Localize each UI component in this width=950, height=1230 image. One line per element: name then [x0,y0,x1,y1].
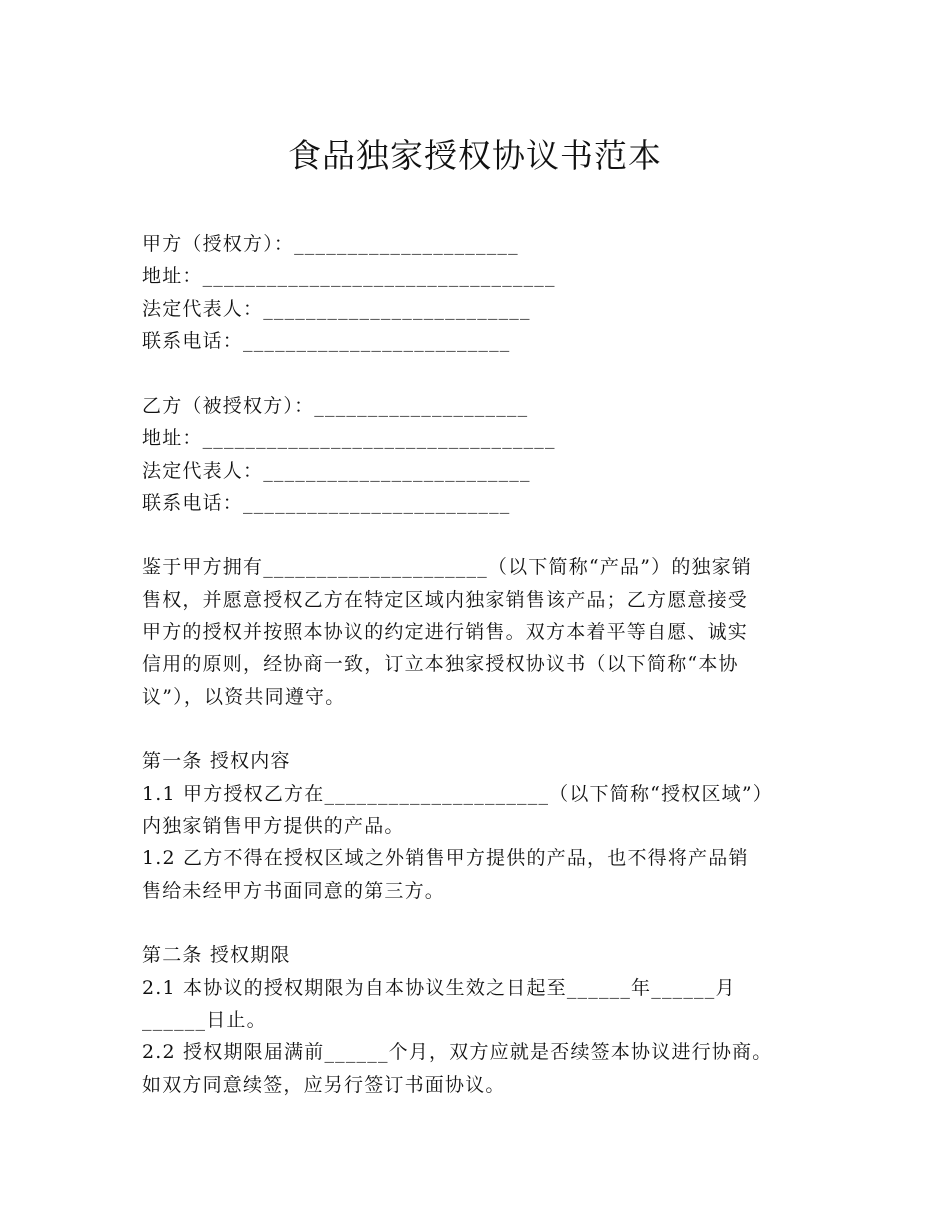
article-2-heading: 第二条 授权期限 [142,944,291,966]
article-1-heading: 第一条 授权内容 [142,750,291,772]
article-2-line: 2.1 本协议的授权期限为自本协议生效之日起至______年______月 [142,977,736,999]
party-b-phone: 联系电话：_________________________ [142,492,511,514]
document-title: 食品独家授权协议书范本 [288,136,662,175]
preamble-line: 售权，并愿意授权乙方在特定区域内独家销售该产品；乙方愿意接受 [142,589,749,611]
article-2-line: 2.2 授权期限届满前______个月，双方应就是否续签本协议进行协商。 [142,1041,773,1063]
preamble-line: 鉴于甲方拥有_____________________（以下简称“产品”）的独家销 [142,556,753,578]
party-b-address: 地址：_________________________________ [142,427,556,449]
preamble-line: 议”），以资共同遵守。 [142,686,346,708]
party-b-label: 乙方（被授权方）：____________________ [142,395,529,417]
article-1-line: 内独家销售甲方提供的产品。 [142,815,405,837]
article-1-line: 1.1 甲方授权乙方在_____________________（以下简称“授权区域”） [142,783,773,805]
party-a-phone: 联系电话：_________________________ [142,330,511,352]
article-2-line: 如双方同意续签，应另行签订书面协议。 [142,1074,506,1096]
party-a-label: 甲方（授权方）：_____________________ [142,233,519,255]
article-2-line: ______日止。 [142,1009,267,1031]
article-1-line: 售给未经甲方书面同意的第三方。 [142,880,446,902]
party-a-legal-rep: 法定代表人：_________________________ [142,298,531,320]
party-b-legal-rep: 法定代表人：_________________________ [142,460,531,482]
article-1-line: 1.2 乙方不得在授权区域之外销售甲方提供的产品，也不得将产品销 [142,847,749,869]
party-a-address: 地址：_________________________________ [142,265,556,287]
preamble-line: 甲方的授权并按照本协议的约定进行销售。双方本着平等自愿、诚实 [142,621,749,643]
preamble-line: 信用的原则，经协商一致，订立本独家授权协议书（以下简称“本协 [142,653,739,675]
